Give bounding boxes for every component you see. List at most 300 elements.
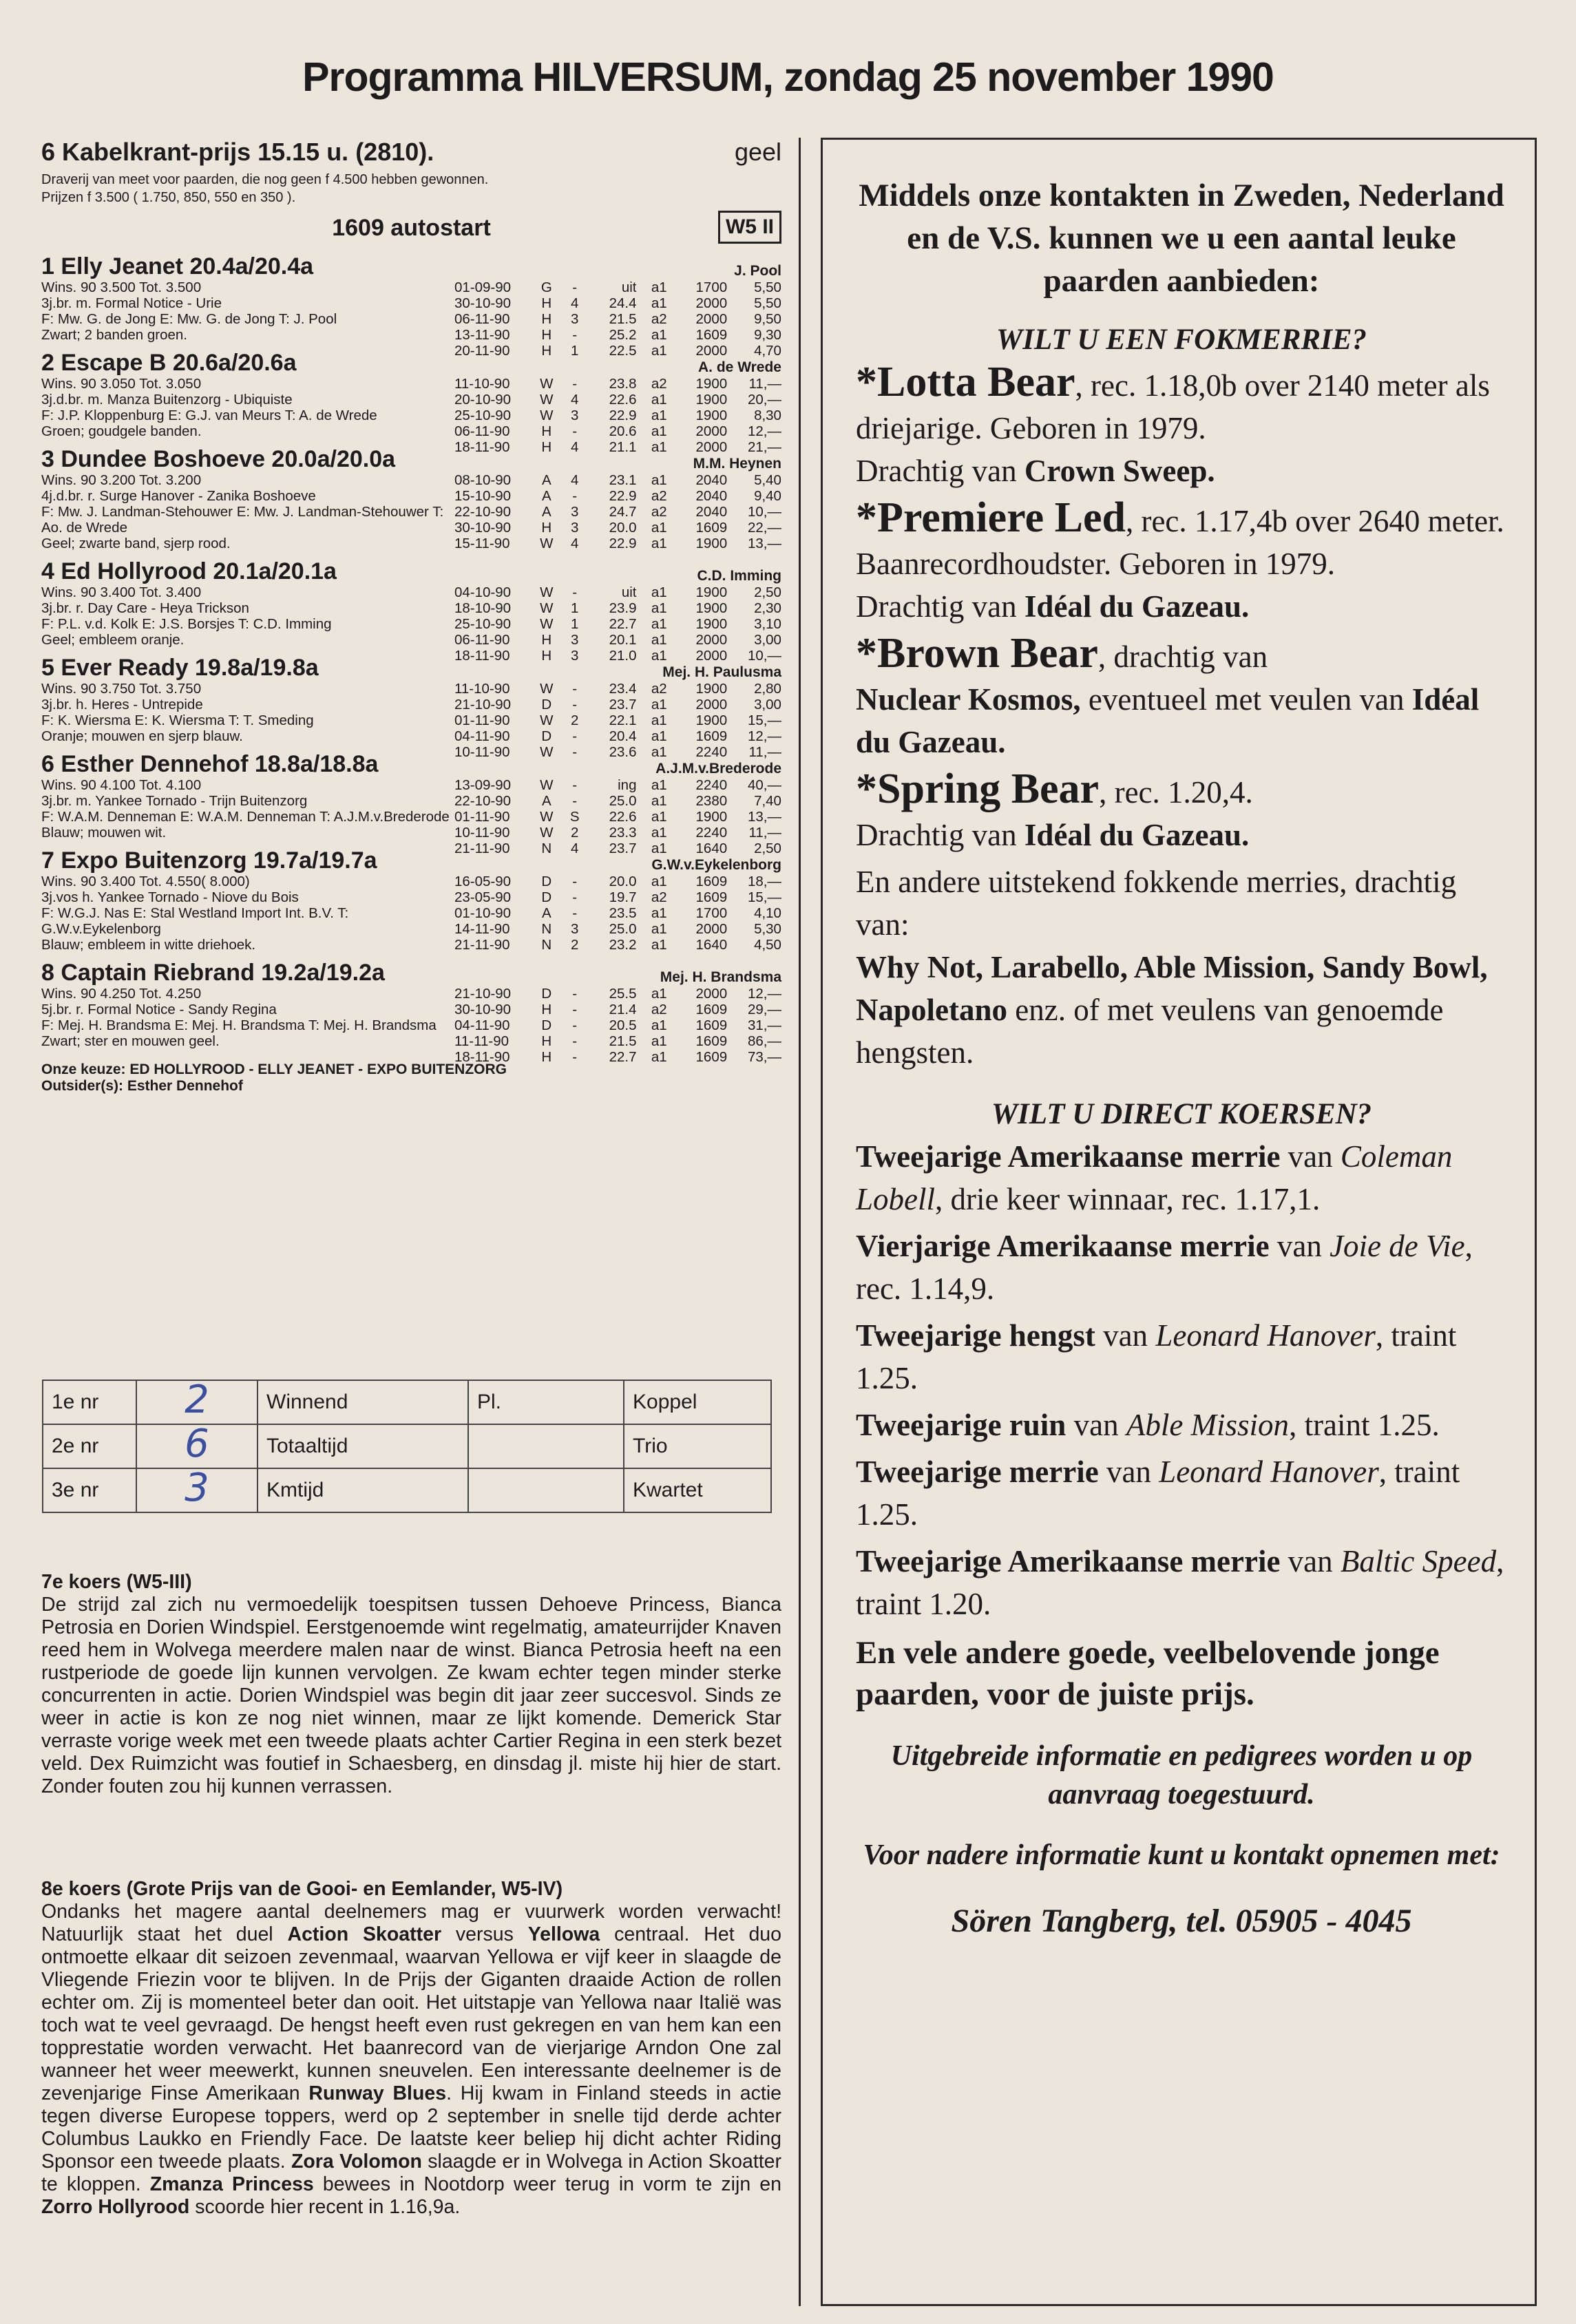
- bet-type: Kmtijd: [258, 1468, 468, 1512]
- result-row: [454, 681, 781, 697]
- horse-name: Runway Blues: [308, 2082, 447, 2104]
- bet-row: [43, 1424, 771, 1468]
- result-cell: -: [572, 279, 578, 295]
- horse-results: [454, 279, 781, 359]
- result-cell: a1: [651, 392, 667, 408]
- result-cell: N: [541, 841, 552, 856]
- result-cell: 18-11-90: [454, 648, 510, 664]
- text-run: , traint 1.20.: [856, 1544, 1504, 1621]
- result-cell: 4: [570, 536, 579, 551]
- result-row: [454, 472, 781, 488]
- horse-name: 7 Expo Buitenzorg 19.7a/19.7a: [41, 847, 377, 874]
- result-cell: a1: [651, 841, 667, 856]
- result-cell: a1: [651, 712, 667, 728]
- result-cell: W: [540, 392, 554, 408]
- result-cell: a2: [651, 376, 667, 392]
- result-cell: 1640: [695, 841, 728, 856]
- result-cell: 30-10-90: [454, 1002, 512, 1017]
- result-cell: 3: [570, 921, 579, 937]
- result-cell: 23.1: [609, 472, 637, 488]
- result-cell: 22.5: [609, 343, 637, 359]
- text-run: van: [1095, 1318, 1156, 1353]
- horse-header: [41, 350, 781, 376]
- result-cell: 40,—: [747, 777, 781, 793]
- result-cell: W: [540, 408, 554, 423]
- result-cell: 2,50: [754, 841, 781, 856]
- result-cell: 22-10-90: [454, 793, 512, 809]
- mare-details: , rec. 1.20,4.: [1099, 775, 1253, 810]
- horse-info-line: Wins. 90 3.500 Tot. 3.500: [41, 279, 202, 295]
- result-cell: a1: [651, 986, 667, 1002]
- text-run: . Hij kwam in Finland steeds in actie tegen diverse Europese toppers, werd op 2 september in snelle tijd derde achter Columbus Laukko en Friendly Face. De laatste keer beliep hij dicht achter Riding Sponsor een tweede plaats.: [41, 2082, 782, 2173]
- result-cell: N: [541, 921, 552, 937]
- result-cell: 15,—: [747, 712, 781, 728]
- horse-name: 3 Dundee Boshoeve 20.0a/20.0a: [41, 446, 396, 472]
- result-cell: a1: [651, 809, 667, 825]
- horse-name: 1 Elly Jeanet 20.4a/20.4a: [41, 253, 314, 279]
- bet-row: [43, 1380, 771, 1424]
- result-cell: 1609: [695, 874, 728, 889]
- horse-info-line: F: Mw. G. de Jong E: Mw. G. de Jong T: J. Pool: [41, 311, 337, 327]
- result-cell: 1900: [695, 712, 728, 728]
- result-cell: a2: [651, 504, 667, 520]
- horse-header: [41, 847, 781, 874]
- result-cell: 4: [570, 295, 579, 311]
- result-cell: A: [541, 504, 551, 520]
- result-cell: 22,—: [747, 520, 781, 536]
- bet-type: [468, 1468, 624, 1512]
- result-cell: -: [572, 681, 578, 697]
- result-cell: 11,—: [748, 376, 781, 392]
- text-run: van: [1269, 1229, 1330, 1263]
- result-cell: a1: [651, 937, 667, 953]
- ad-info: Uitgebreide informatie en pedigrees worden u op aanvraag toegestuurd.: [890, 1740, 1473, 1810]
- bet-type: [468, 1424, 624, 1468]
- result-cell: 22.6: [609, 392, 637, 408]
- column-divider: [799, 138, 801, 2306]
- result-cell: 2000: [695, 648, 728, 664]
- result-cell: 1: [570, 600, 579, 616]
- result-cell: a1: [651, 905, 667, 921]
- result-cell: -: [572, 1002, 578, 1017]
- result-row: [454, 712, 781, 728]
- result-cell: D: [541, 889, 552, 905]
- text-run: centraal. Het duo ontmoette elkaar dit seizoen zevenmaal, waarvan Yellowa er vijf keer in slaagde de Vliegende Friezin voor te blijven. In de Prijs der Giganten draaide Action de rollen echter om. Zij is momenteel beter dan ooit. Het uitstapje van Yellowa naar Italië was toch wat te veel gevraagd. De hengst heeft even rust gekregen en van hem kan een topprestatie worden verwacht. Het baanrecord van de vierjarige Arndon One zal wanneer het weer meewerkt, kunnen sneuvelen. Een interessante deelnemer is de zevenjarige Finse Amerikaan: [41, 1923, 782, 2104]
- ad-mare: [856, 496, 1507, 628]
- result-cell: 21-11-90: [454, 937, 510, 953]
- horse-name: 4 Ed Hollyrood 20.1a/20.1a: [41, 558, 337, 584]
- result-cell: a1: [651, 1033, 667, 1049]
- horse-list: [41, 253, 781, 1065]
- horse-results: [454, 584, 781, 664]
- result-cell: 15-10-90: [454, 488, 512, 504]
- result-cell: a1: [651, 648, 667, 664]
- horse-body: [41, 472, 781, 551]
- horse-info-line: Geel; embleem oranje.: [41, 632, 185, 648]
- result-row: [454, 777, 781, 793]
- horse-info-line: 3j.br. m. Yankee Tornado - Trijn Buitenzorg: [41, 793, 308, 809]
- result-row: [454, 1002, 781, 1017]
- result-cell: 2000: [695, 632, 728, 648]
- horse-body: [41, 681, 781, 760]
- horse-header: [41, 253, 781, 279]
- horse-info-line: F: W.A.M. Denneman E: W.A.M. Denneman T: A.J.M.v.Brederode: [41, 809, 450, 825]
- horse-body: [41, 986, 781, 1065]
- horse-entry: [41, 960, 781, 1065]
- result-cell: 20.6: [609, 423, 637, 439]
- horse-info: [41, 376, 454, 439]
- text-run: Ondanks het magere aantal deelnemers mag er vuurwerk worden verwacht! Natuurlijk staat het duel: [41, 1901, 781, 1945]
- result-cell: 1900: [695, 536, 728, 551]
- result-cell: -: [572, 728, 578, 744]
- horse-header: [41, 446, 781, 472]
- result-cell: -: [572, 905, 578, 921]
- result-cell: a1: [651, 423, 667, 439]
- bet-form-table: [42, 1377, 772, 1513]
- result-cell: 2: [570, 937, 579, 953]
- horse-header: [41, 655, 781, 681]
- result-cell: 22.9: [609, 536, 637, 551]
- sire-name: Idéal du Gazeau.: [1024, 589, 1250, 624]
- bet-type: Kwartet: [624, 1468, 771, 1512]
- result-cell: 11,—: [748, 744, 781, 760]
- horse-info-line: F: W.G.J. Nas E: Stal Westland Import Int. B.V. T: G.W.v.Eykelenborg: [41, 905, 349, 937]
- result-cell: 4: [570, 439, 579, 455]
- result-cell: H: [541, 295, 552, 311]
- result-cell: 1900: [695, 408, 728, 423]
- horse-type: Tweejarige Amerikaanse merrie: [856, 1544, 1281, 1578]
- result-cell: 2040: [695, 488, 728, 504]
- horse-trainer: J. Pool: [734, 263, 781, 279]
- sire-name: Coleman Lobell: [856, 1139, 1453, 1216]
- result-row: [454, 584, 781, 600]
- result-cell: 1609: [695, 1049, 728, 1065]
- horse-info-line: 4j.d.br. r. Surge Hanover - Zanika Boshoeve: [41, 488, 316, 504]
- result-cell: 2000: [695, 697, 728, 712]
- result-cell: 20,—: [747, 392, 781, 408]
- result-cell: -: [572, 376, 578, 392]
- horse-info-line: Wins. 90 3.050 Tot. 3.050: [41, 376, 202, 392]
- horse-trainer: A. de Wrede: [698, 359, 781, 375]
- horse-info-line: Groen; goudgele banden.: [41, 423, 202, 439]
- ad-horse: [856, 1450, 1507, 1536]
- result-row: [454, 520, 781, 536]
- horse-info: [41, 986, 454, 1049]
- result-row: [454, 809, 781, 825]
- result-cell: 04-10-90: [454, 584, 512, 600]
- result-cell: 22.1: [609, 712, 637, 728]
- ad-mare: [856, 361, 1507, 492]
- article-race-7: [41, 1571, 781, 1798]
- result-cell: 21.1: [609, 439, 637, 455]
- result-cell: 3: [570, 648, 579, 664]
- ad-intro: Middels onze kontakten in Zweden, Nederland en de V.S. kunnen we u een aantal leuke paarden aanbieden:: [859, 178, 1504, 299]
- sire-name: Idéal du Gazeau.: [856, 682, 1480, 759]
- sire-name: Idéal du Gazeau.: [1024, 818, 1250, 852]
- result-cell: -: [572, 327, 578, 343]
- horse-results: [454, 472, 781, 551]
- sire-name: Nuclear Kosmos,: [856, 682, 1081, 717]
- mare-name: *Spring Bear: [856, 765, 1100, 812]
- result-cell: W: [540, 777, 554, 793]
- bet-type: Totaaltijd: [258, 1424, 468, 1468]
- result-row: [454, 632, 781, 648]
- result-cell: a1: [651, 408, 667, 423]
- horse-header: [41, 558, 781, 584]
- result-cell: 23.5: [609, 905, 637, 921]
- horse-results: [454, 681, 781, 760]
- result-cell: 23.6: [609, 744, 637, 760]
- result-cell: 25.2: [609, 327, 637, 343]
- result-cell: 21-10-90: [454, 697, 512, 712]
- result-cell: 23.3: [609, 825, 637, 841]
- ad-heading: WILT U EEN FOKMERRIE?: [996, 324, 1367, 356]
- horse-name: 5 Ever Ready 19.8a/19.8a: [41, 655, 319, 681]
- result-row: [454, 793, 781, 809]
- result-cell: 23.9: [609, 600, 637, 616]
- horse-info-line: Geel; zwarte band, sjerp rood.: [41, 536, 231, 551]
- result-cell: W: [540, 681, 554, 697]
- bet-label: 3e nr: [43, 1468, 136, 1512]
- result-cell: 20.5: [609, 1017, 637, 1033]
- result-cell: 14-11-90: [454, 921, 510, 937]
- horse-info: [41, 777, 454, 841]
- text-run: , traint 1.25.: [1289, 1408, 1440, 1442]
- article-text: [41, 1901, 781, 2219]
- result-cell: 1900: [695, 616, 728, 632]
- horse-body: [41, 874, 781, 953]
- horse-name: 2 Escape B 20.6a/20.6a: [41, 350, 297, 376]
- result-cell: -: [572, 697, 578, 712]
- result-cell: 12,—: [747, 986, 781, 1002]
- result-cell: 1: [570, 343, 579, 359]
- ad-heading: WILT U DIRECT KOERSEN?: [991, 1098, 1372, 1130]
- result-cell: H: [541, 423, 552, 439]
- horse-trainer: A.J.M.v.Brederode: [655, 761, 781, 777]
- result-cell: 4: [570, 472, 579, 488]
- result-cell: 2380: [695, 793, 728, 809]
- result-cell: 2000: [695, 423, 728, 439]
- result-row: [454, 921, 781, 937]
- result-cell: 4: [570, 841, 579, 856]
- result-cell: -: [572, 584, 578, 600]
- result-cell: 11-11-90: [454, 1033, 509, 1049]
- result-cell: 2000: [695, 343, 728, 359]
- result-cell: 11,—: [748, 825, 781, 841]
- result-cell: a2: [651, 1002, 667, 1017]
- result-cell: W: [540, 616, 554, 632]
- horse-info: [41, 472, 454, 551]
- horse-trainer: Mej. H. Paulusma: [662, 664, 781, 680]
- result-row: [454, 311, 781, 327]
- result-cell: 15-11-90: [454, 536, 510, 551]
- result-cell: 2040: [695, 472, 728, 488]
- horse-info-line: Zwart; 2 banden groen.: [41, 327, 187, 343]
- mare-name: *Brown Bear: [856, 630, 1098, 677]
- horse-results: [454, 874, 781, 953]
- handwritten-number: [136, 1377, 258, 1424]
- result-cell: H: [541, 1002, 552, 1017]
- result-cell: 22.6: [609, 809, 637, 825]
- horse-info-line: Wins. 90 3.400 Tot. 3.400: [41, 584, 202, 600]
- result-cell: H: [541, 327, 552, 343]
- result-cell: a1: [651, 744, 667, 760]
- result-cell: S: [569, 809, 580, 825]
- result-cell: 1609: [695, 327, 728, 343]
- page-title: Programma HILVERSUM, zondag 25 november 1990: [302, 54, 1274, 100]
- result-cell: W: [540, 825, 554, 841]
- result-cell: 18-11-90: [454, 439, 510, 455]
- horse-trainer: Mej. H. Brandsma: [660, 969, 781, 985]
- result-cell: a2: [651, 311, 667, 327]
- result-cell: 25-10-90: [454, 616, 512, 632]
- result-cell: 20.4: [609, 728, 637, 744]
- result-cell: -: [572, 874, 578, 889]
- result-cell: 3,00: [754, 632, 781, 648]
- sire-name: Baltic Speed: [1340, 1544, 1497, 1578]
- result-cell: D: [541, 874, 552, 889]
- horse-info-line: Wins. 90 4.250 Tot. 4.250: [41, 986, 202, 1002]
- ad-content: [823, 140, 1535, 1940]
- result-cell: 29,—: [747, 1002, 781, 1017]
- horse-body: [41, 584, 781, 664]
- result-cell: 15,—: [747, 889, 781, 905]
- result-row: [454, 423, 781, 439]
- result-cell: a1: [651, 728, 667, 744]
- outsiders: Outsider(s): Esther Dennehof: [41, 1078, 243, 1094]
- result-cell: a1: [651, 921, 667, 937]
- horse-entry: [41, 558, 781, 664]
- result-cell: a1: [651, 295, 667, 311]
- ad-horse-list: [856, 1135, 1507, 1625]
- horse-type: Tweejarige ruin: [856, 1408, 1067, 1442]
- result-cell: H: [541, 648, 552, 664]
- horse-trainer: M.M. Heynen: [693, 456, 781, 472]
- result-cell: a1: [651, 874, 667, 889]
- result-row: [454, 536, 781, 551]
- result-cell: a1: [651, 520, 667, 536]
- horse-entry: [41, 253, 781, 359]
- ad-closing: En vele andere goede, veelbelovende jonge paarden, voor de juiste prijs.: [856, 1635, 1440, 1712]
- text-run: versus: [441, 1923, 528, 1945]
- result-cell: a1: [651, 632, 667, 648]
- result-cell: 5,30: [754, 921, 781, 937]
- result-cell: uit: [621, 279, 637, 295]
- ad-horse: [856, 1404, 1507, 1446]
- handwritten-digit: 6: [185, 1422, 209, 1466]
- result-cell: 01-10-90: [454, 905, 512, 921]
- result-cell: 3: [570, 520, 579, 536]
- horse-body: [41, 279, 781, 359]
- result-cell: a1: [651, 1017, 667, 1033]
- in-foal-label: Drachtig van: [856, 589, 1025, 624]
- race-color: geel: [734, 138, 781, 166]
- result-cell: H: [541, 632, 552, 648]
- horse-name: Yellowa: [527, 1923, 600, 1945]
- text-run: van: [1098, 1455, 1159, 1489]
- horse-type: Tweejarige Amerikaanse merrie: [856, 1139, 1281, 1174]
- our-choice: Onze keuze: ED HOLLYROOD - ELLY JEANET - EXPO BUITENZORG: [41, 1061, 507, 1077]
- start-type: 1609 autostart: [332, 215, 491, 241]
- result-cell: 5,50: [754, 295, 781, 311]
- result-cell: 1900: [695, 809, 728, 825]
- result-cell: 2000: [695, 439, 728, 455]
- result-cell: N: [541, 937, 552, 953]
- horse-info-line: Wins. 90 4.100 Tot. 4.100: [41, 777, 202, 793]
- result-cell: 2240: [695, 777, 728, 793]
- result-cell: 1609: [695, 520, 728, 536]
- result-cell: a1: [651, 584, 667, 600]
- result-cell: 01-11-90: [454, 712, 510, 728]
- text-run: van: [1280, 1544, 1341, 1578]
- result-cell: W: [540, 712, 554, 728]
- result-row: [454, 697, 781, 712]
- start-row: [41, 208, 781, 246]
- horse-type: Tweejarige hengst: [856, 1318, 1095, 1353]
- result-cell: 9,40: [754, 488, 781, 504]
- result-cell: 21.5: [609, 311, 637, 327]
- sire-name: Leonard Hanover: [1159, 1455, 1379, 1489]
- result-cell: a2: [651, 681, 667, 697]
- result-cell: 1900: [695, 584, 728, 600]
- in-foal-label: Drachtig van: [856, 454, 1025, 488]
- horse-header: [41, 960, 781, 986]
- result-cell: 9,50: [754, 311, 781, 327]
- result-row: [454, 1033, 781, 1049]
- result-row: [454, 986, 781, 1002]
- result-cell: a1: [651, 825, 667, 841]
- mare-name: *Lotta Bear: [856, 359, 1075, 405]
- result-cell: 2000: [695, 921, 728, 937]
- horse-info: [41, 584, 454, 648]
- result-cell: 3,00: [754, 697, 781, 712]
- result-cell: 4: [570, 392, 579, 408]
- result-cell: 1640: [695, 937, 728, 953]
- result-cell: ing: [618, 777, 637, 793]
- result-cell: 1609: [695, 728, 728, 744]
- result-cell: 23.7: [609, 697, 637, 712]
- result-cell: 1609: [695, 1002, 728, 1017]
- result-cell: 10-11-90: [454, 744, 510, 760]
- result-cell: a1: [651, 279, 667, 295]
- result-cell: a1: [651, 327, 667, 343]
- result-cell: 21-10-90: [454, 986, 512, 1002]
- result-cell: W: [540, 376, 554, 392]
- result-cell: 22-10-90: [454, 504, 512, 520]
- result-cell: 01-11-90: [454, 809, 510, 825]
- result-cell: A: [541, 905, 551, 921]
- result-cell: 18-11-90: [454, 1049, 510, 1065]
- result-cell: 21.5: [609, 1033, 637, 1049]
- result-row: [454, 504, 781, 520]
- result-cell: -: [572, 488, 578, 504]
- result-cell: 25.5: [609, 986, 637, 1002]
- result-cell: a1: [651, 777, 667, 793]
- result-cell: 23.4: [609, 681, 637, 697]
- result-cell: 18-10-90: [454, 600, 512, 616]
- result-row: [454, 295, 781, 311]
- horse-results: [454, 777, 781, 856]
- result-cell: H: [541, 343, 552, 359]
- result-cell: a1: [651, 1049, 667, 1065]
- result-cell: 1609: [695, 1033, 728, 1049]
- race-program: [41, 138, 781, 2306]
- result-cell: 12,—: [747, 728, 781, 744]
- mare-details: , rec. 1.18,0b over 2140 meter als driejarige. Geboren in 1979.: [856, 368, 1490, 445]
- horse-type: Tweejarige merrie: [856, 1455, 1099, 1489]
- result-cell: 13-11-90: [454, 327, 510, 343]
- result-cell: 23.8: [609, 376, 637, 392]
